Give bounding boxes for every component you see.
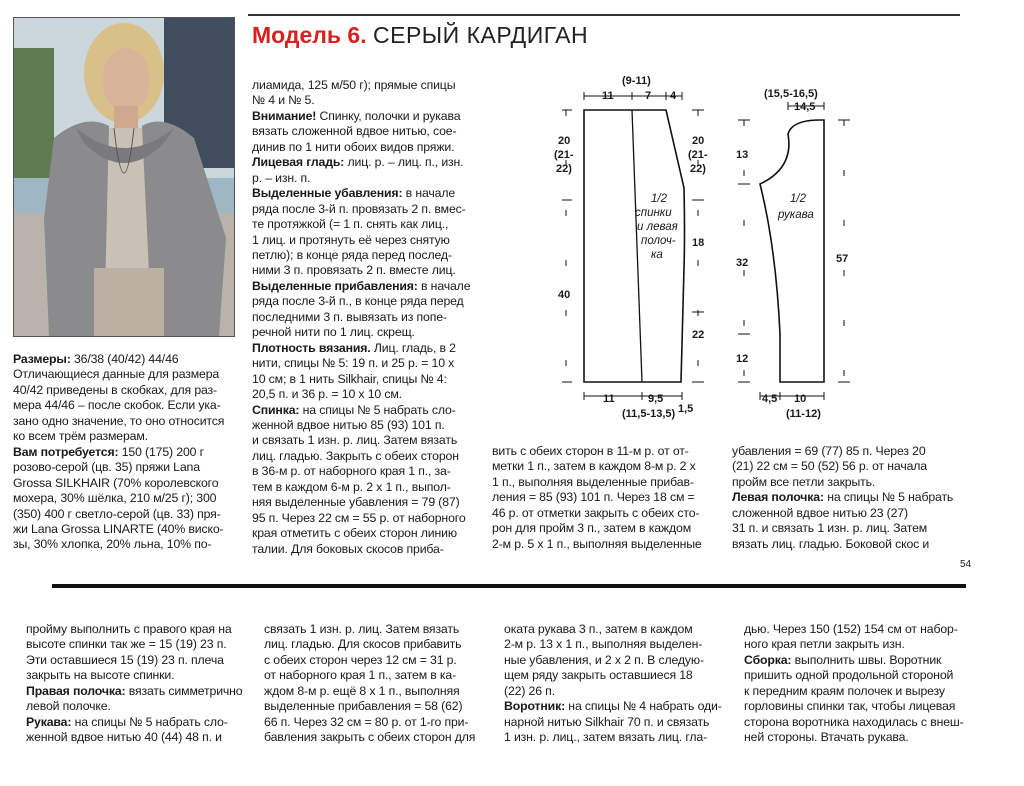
text-line: р. – изн. п. — [252, 170, 311, 185]
text-line: нити, спицы № 5: 19 п. и 25 р. = 10 х — [252, 356, 455, 371]
text-line: лиц. гладью. Для скосов прибавить — [264, 637, 462, 652]
body-bottom-9-5: 9,5 — [648, 393, 664, 405]
section-heading: Лицевая гладь: — [252, 155, 345, 170]
text-line: и связать 1 изн. р. лиц. Затем вязать — [252, 433, 458, 448]
sleeve-right-57: 57 — [836, 253, 849, 265]
section-heading: Рукава: — [26, 714, 72, 729]
text-line: ряда после 3-й п. провязать 2 п. вмес- — [252, 201, 466, 216]
text-line: (22) 26 п. — [504, 683, 555, 698]
section-divider — [52, 584, 966, 588]
body-top-11: 11 — [602, 90, 614, 102]
text-line: 20,5 п. и 36 р. = 10 х 10 см. — [252, 387, 402, 402]
column-5 — [26, 622, 248, 746]
body-left-20: 20 — [558, 135, 571, 147]
sleeve-bottom-range: (11-12) — [786, 408, 821, 420]
body-left-21: (21- — [554, 149, 574, 161]
sleeve-left-12: 12 — [736, 353, 749, 365]
text-line: № 4 и № 5. — [252, 93, 315, 108]
text-line: выделенные прибавления = 58 (62) — [264, 699, 463, 714]
sleeve-left-32: 32 — [736, 257, 749, 269]
text-line: 31 п. и связать 1 изн. р. лиц. Затем — [732, 521, 928, 536]
section-heading: Сборка: — [744, 652, 792, 667]
text-line: (21) 22 см = 50 (52) 56 р. от начала — [732, 459, 927, 474]
text-line: Эти оставшиеся 15 (19) 23 п. плеча — [26, 652, 224, 667]
model-label: Модель 6. — [252, 22, 367, 48]
text-line: лиамида, 125 м/50 г); прямые спицы — [252, 78, 456, 92]
text-line: лиц. гладью. Закрыть с обеих сторон — [252, 448, 459, 463]
text-line: 66 п. Через 32 см = 80 р. от 1-го при- — [264, 714, 469, 729]
text-line: горловины спинки так, чтобы лицевая — [744, 699, 956, 714]
text-line: тем в каждом 6-м р. 2 х 1 п., выпол- — [252, 479, 451, 494]
body-label-1: 1/2 — [651, 193, 667, 205]
text-line: талии. Для боковых скосов приба- — [252, 541, 444, 556]
page-title — [252, 22, 588, 49]
text-line: высоте спинки так же = 15 (19) 23 п. — [26, 637, 227, 652]
text-line: бавления закрыть с обеих сторон для — [264, 730, 476, 745]
text-line: 1 лиц. и протянуть её через снятую — [252, 232, 450, 247]
text-line: 1 п., выполняя выделенные прибав- — [492, 474, 694, 489]
text-line: щем ряду закрыть оставшиеся 18 — [504, 668, 693, 683]
photo-illustration — [14, 18, 234, 336]
text-line: 95 п. Через 22 см = 55 р. от наборного — [252, 510, 466, 525]
model-photo — [13, 17, 235, 337]
text-line: левой полочке. — [26, 699, 111, 714]
text-line: края отметить с обеих сторон линию — [252, 526, 457, 541]
text-line: Выделенные прибавления: в начале — [252, 278, 471, 293]
text-line: к передним краям полочек и вырезу — [744, 683, 945, 698]
text-line: пройму выполнить с правого края на — [26, 622, 232, 636]
text-line: последними 3 п. вывязать из попе- — [252, 309, 447, 324]
text-line: женной вдвое нитью 85 (93) 101 п. — [252, 417, 445, 432]
text-line: Спинка: на спицы № 5 набрать сло- — [252, 402, 456, 417]
text-line: Правая полочка: вязать симметрично — [26, 683, 243, 698]
body-right-22: 22) — [690, 163, 706, 175]
body-right-22b: 22 — [692, 329, 705, 341]
section-heading: Спинка: — [252, 402, 300, 417]
text-line: няя выделенные убавления = 79 (87) — [252, 495, 460, 510]
body-left-22: 22) — [556, 163, 572, 175]
body-label-5: ка — [651, 249, 663, 261]
body-right-20: 20 — [692, 135, 705, 147]
text-line: с обеих сторон через 12 см = 31 р. — [264, 652, 457, 667]
text-line: ные убавления, и 2 х 2 п. В следую- — [504, 652, 704, 667]
column-3 — [492, 444, 716, 552]
column-4 — [732, 444, 954, 552]
text-line: Левая полочка: на спицы № 5 набрать — [732, 490, 954, 505]
text-line: Лицевая гладь: лиц. р. – лиц. п., изн. — [252, 155, 464, 170]
text-line: ления = 85 (93) 101 п. Через 18 см = — [492, 490, 695, 505]
text-line: Плотность вязания. Лиц. гладь, в 2 — [252, 340, 456, 355]
body-top-4: 4 — [670, 90, 677, 102]
text-line: сложенной вдвое нитью 23 (27) — [732, 505, 908, 520]
text-line: пройм все петли закрыть. — [732, 474, 876, 489]
text-line: 2-м р. 5 х 1 п., выполняя выделенные — [492, 536, 702, 551]
header-rule — [248, 14, 960, 16]
sleeve-bottom-4-5: 4,5 — [762, 393, 778, 405]
text-line: 10 см; в 1 нить Silkhair, спицы № 4: — [252, 371, 447, 386]
page-number: 54 — [960, 559, 972, 570]
text-line: 2-м р. 13 х 1 п., выполняя выделен- — [504, 637, 703, 652]
text-line: ними 3 п. провязать 2 п. вместе лиц. — [252, 263, 456, 278]
sleeve-label-2: рукава — [778, 209, 814, 221]
sizes-heading: Размеры: — [13, 352, 71, 366]
text-line: динив по 1 нити обоих видов пряжи. — [252, 139, 455, 154]
sleeve-top-range: (15,5-16,5) — [764, 88, 818, 100]
text-line: Внимание! Спинку, полочки и рукава — [252, 108, 461, 123]
section-heading: Внимание! — [252, 108, 317, 123]
body-label-2: спинки — [635, 207, 672, 219]
text-line: вязать сложенной вдвое нитью, сое- — [252, 124, 457, 139]
text-line: ней стороны. Втачать рукава. — [744, 730, 909, 745]
sleeve-label-1: 1/2 — [790, 193, 806, 205]
text-line: оката рукава 3 п., затем в каждом — [504, 622, 693, 636]
text-line: Рукава: на спицы № 5 набрать сло- — [26, 714, 228, 729]
section-heading: Выделенные убавления: — [252, 186, 403, 201]
text-line: от наборного края 1 п., затем в ка- — [264, 668, 457, 683]
text-line: 46 р. от отметки закрыть с обеих сто- — [492, 505, 700, 520]
text-line: связать 1 изн. р. лиц. Затем вязать — [264, 622, 460, 636]
column-1 — [13, 352, 235, 553]
column-2 — [252, 78, 478, 557]
column-8 — [744, 622, 966, 746]
text-line: метки 1 п., затем в каждом 8-м р. 2 х — [492, 459, 696, 474]
text-line: речной нити по 1 лиц. скрещ. — [252, 325, 415, 340]
sleeve-top-14-5: 14,5 — [794, 101, 816, 113]
text-line: рон для пройм 3 п., затем в каждом — [492, 521, 691, 536]
model-title: СЕРЫЙ КАРДИГАН — [373, 22, 589, 48]
text-line: ждом 8-м р. ещё 8 х 1 п., выполняя — [264, 683, 460, 698]
body-top-7: 7 — [645, 90, 652, 102]
body-right-21: (21- — [688, 149, 708, 161]
materials-text: Вам потребуется: 150 (175) 200 г розово-серой (цв. 35) пряжи Lana Grossa SILKHAIR (70% королевского мохера, 30% шёлка, 210 м/25 г); 300 (350) 400 г светло-серой (цв. 33) пря- жи Lana Grossa LINARTE (40% виско- зы, 30% хлопка, 20% льна, 10% по- — [13, 444, 224, 552]
text-line: Выделенные убавления: в начале — [252, 186, 456, 201]
pattern-diagram — [548, 72, 868, 432]
sizes-line: Размеры: 36/38 (40/42) 44/46 — [13, 352, 179, 366]
body-bottom-11: 11 — [603, 393, 615, 405]
text-line: убавления = 69 (77) 85 п. Через 20 — [732, 444, 926, 458]
text-line: петлю); в конце ряда перед послед- — [252, 247, 452, 262]
body-bottom-1-5: 1,5 — [678, 403, 694, 415]
text-line: закрыть на высоте спинки. — [26, 668, 175, 683]
body-schematic — [554, 75, 708, 420]
text-line: Воротник: на спицы № 4 набрать оди- — [504, 699, 722, 714]
sleeve-schematic — [736, 88, 850, 420]
body-right-18: 18 — [692, 237, 705, 249]
body-left-40: 40 — [558, 289, 571, 301]
section-heading: Выделенные прибавления: — [252, 278, 418, 293]
materials-heading: Вам потребуется: — [13, 444, 119, 459]
sleeve-bottom-10: 10 — [794, 393, 807, 405]
text-line: вить с обеих сторон в 11-м р. от от- — [492, 444, 689, 458]
section-heading: Плотность вязания. — [252, 340, 371, 355]
column-6 — [264, 622, 486, 746]
text-line: вязать лиц. гладью. Боковой скос и — [732, 536, 930, 551]
body-bottom-range: (11,5-13,5) — [622, 408, 676, 420]
text-line: 1 изн. р. лиц., затем вязать лиц. гла- — [504, 730, 708, 745]
text-line: нарной нитью Silkhair 70 п. и связать — [504, 714, 710, 729]
sleeve-left-13: 13 — [736, 149, 749, 161]
body-top-range: (9-11) — [622, 75, 651, 87]
text-line: ряда после 3-й п., в конце ряда перед — [252, 294, 464, 309]
column-7 — [504, 622, 726, 746]
text-line: ного края петли закрыть изн. — [744, 637, 905, 652]
text-line: сторона воротника находилась с внеш- — [744, 714, 964, 729]
text-line: в 36-м р. от наборного края 1 п., за- — [252, 464, 451, 479]
text-line: те протяжкой (= 1 п. снять как лиц., — [252, 217, 449, 232]
text-line: пришить одной продольной стороной — [744, 668, 954, 683]
body-label-3: и левая — [637, 221, 678, 233]
section-heading: Правая полочка: — [26, 683, 126, 698]
sizes-text: Отличающиеся данные для размера 40/42 приведены в скобках, для раз- мера 44/46 – после скобок. Если ука- зано одно значение, то оно относится ко всем трём размерам. — [13, 367, 225, 444]
text-line: Сборка: выполнить швы. Воротник — [744, 652, 942, 667]
section-heading: Левая полочка: — [732, 490, 824, 505]
section-heading: Воротник: — [504, 699, 566, 714]
text-line: дью. Через 150 (152) 154 см от набор- — [744, 622, 958, 636]
text-line: женной вдвое нитью 40 (44) 48 п. и — [26, 730, 222, 745]
body-label-4: полоч- — [641, 235, 676, 247]
